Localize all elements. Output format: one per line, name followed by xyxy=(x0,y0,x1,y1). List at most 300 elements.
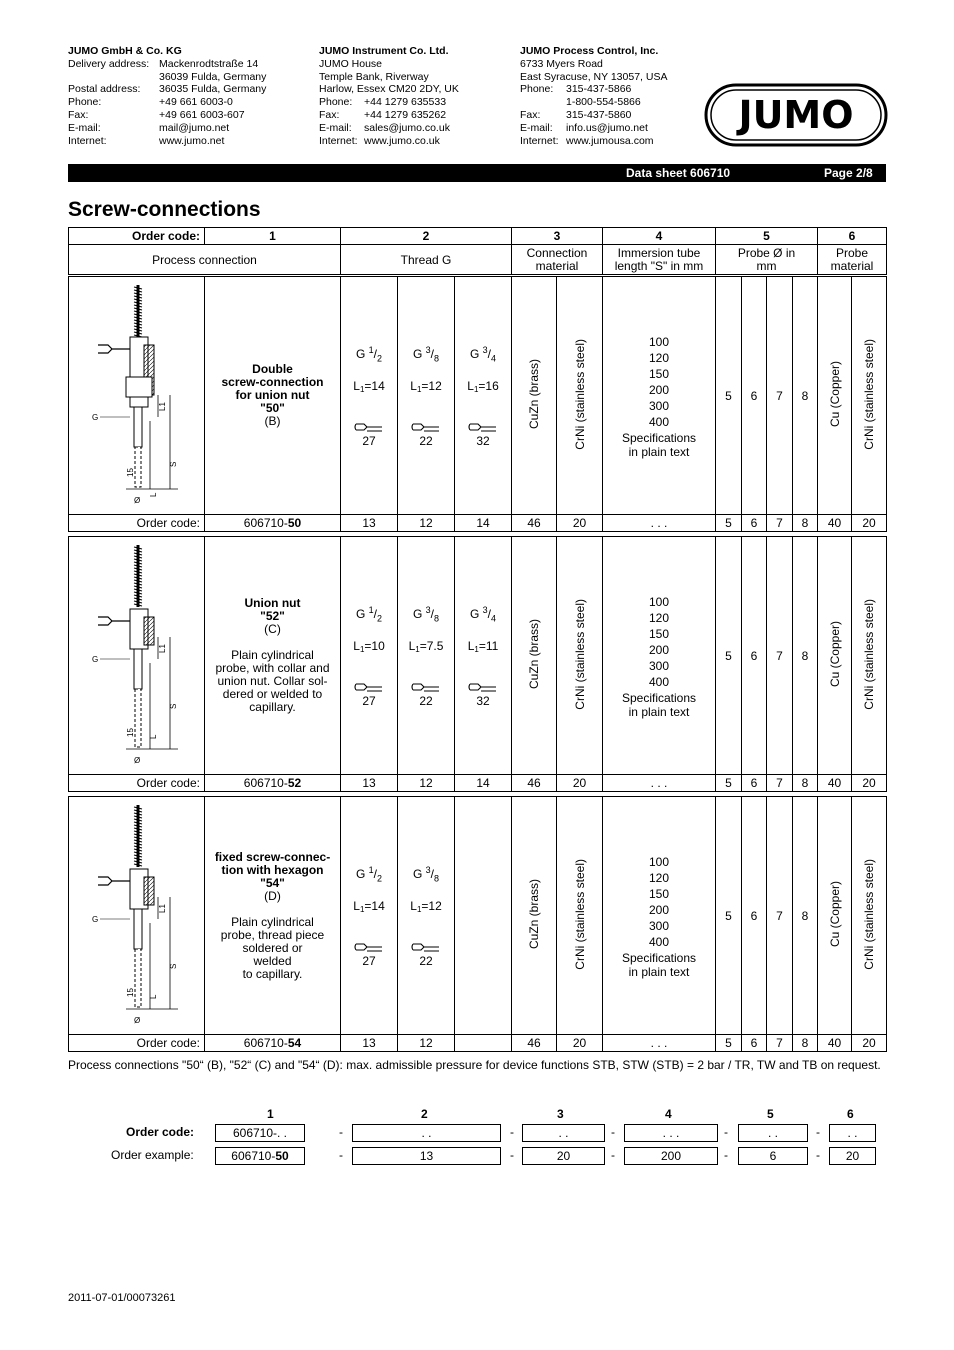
order-value: 14 xyxy=(455,775,512,792)
diameter-option: 5 xyxy=(716,537,742,775)
diameter-option: 7 xyxy=(767,537,793,775)
example-prefix: 606710- xyxy=(231,1149,276,1163)
l1-subscript: 1 xyxy=(359,645,365,655)
thread-numerator: 3 xyxy=(425,344,431,355)
drawing-label-g: G xyxy=(91,915,98,924)
wrench-size: 22 xyxy=(419,694,433,709)
col-title: Process connection xyxy=(69,245,341,275)
description-text: union nut. Collar sol- xyxy=(217,674,328,688)
order-code-box: . . xyxy=(522,1124,605,1142)
col-number: 1 xyxy=(205,228,341,245)
addr-value: Mackenrodtstraße 14 xyxy=(159,57,259,70)
connection-material-brass xyxy=(512,277,557,515)
order-value: 20 xyxy=(852,1035,887,1052)
immersion-lengths xyxy=(603,797,716,1035)
addr-label: Fax: xyxy=(520,108,541,121)
example-col-number: 5 xyxy=(767,1107,774,1121)
order-code-header: Order code: xyxy=(69,228,205,245)
addr-value: 315-437-5866 xyxy=(566,83,632,96)
description-text: Plain cylindrical xyxy=(231,914,314,929)
separator-dash: - xyxy=(611,1148,615,1162)
addr-value: sales@jumo.co.uk xyxy=(364,121,450,134)
wrench-size: 27 xyxy=(362,434,376,449)
order-value: 12 xyxy=(398,515,455,532)
order-number xyxy=(205,1035,341,1052)
thread-g: G xyxy=(355,866,366,881)
separator-dash: - xyxy=(510,1148,514,1162)
col-number: 4 xyxy=(603,228,716,245)
thread-denominator: 2 xyxy=(377,353,383,364)
thread-cell: G $^3/_4$ $L_1=16$ 32 xyxy=(455,277,512,515)
addr-value: East Syracuse, NY 13057, USA xyxy=(520,70,668,83)
separator-dash: - xyxy=(510,1125,514,1139)
order-value: 20 xyxy=(852,775,887,792)
thread-denominator: 8 xyxy=(434,873,440,884)
addr-value: www.jumo.net xyxy=(159,134,225,147)
l1-subscript: 1 xyxy=(359,905,365,915)
material-label: CrNi (stainless steel) xyxy=(862,338,876,450)
probe-drawing xyxy=(69,537,205,775)
thread-cell: G $^3/_8$ $L_1=12$ 22 xyxy=(398,277,455,515)
description-title: screw-connection xyxy=(221,375,324,389)
order-value: 40 xyxy=(818,515,852,532)
col-number: 2 xyxy=(341,228,512,245)
description-text: probe, with collar and xyxy=(215,661,330,675)
company-us xyxy=(520,45,667,147)
description-text: welded xyxy=(253,953,292,968)
diameter-option: 5 xyxy=(716,277,742,515)
col-number: 6 xyxy=(818,228,887,245)
diameter-option: 7 xyxy=(767,277,793,515)
description-text: probe, thread piece xyxy=(220,927,325,942)
description-text: Plain cylindrical xyxy=(231,648,314,662)
probe-material-steel xyxy=(852,277,887,515)
drawing-label-l1: L1 xyxy=(157,644,167,653)
footer-code: 2011-07-01/00073261 xyxy=(68,1292,176,1304)
example-col-number: 3 xyxy=(557,1107,564,1121)
material-label: CuZn (brass) xyxy=(527,618,541,689)
addr-label: E-mail: xyxy=(520,121,553,134)
order-value: 6 xyxy=(742,515,767,532)
description-text: capillary. xyxy=(249,700,296,714)
description-text: to capillary. xyxy=(242,966,303,981)
description-title: "50" xyxy=(260,401,285,415)
l1-subscript: 1 xyxy=(474,645,479,655)
col-title: Connection material xyxy=(512,245,603,275)
order-value: 7 xyxy=(767,775,793,792)
thread-g: G xyxy=(469,606,480,621)
l1-value: =14 xyxy=(364,379,385,394)
addr-value: Temple Bank, Riverway xyxy=(319,70,429,83)
thread-cell: G $^1/_2$ $L_1=10$ 27 xyxy=(341,537,398,775)
order-value: 20 xyxy=(557,1035,603,1052)
order-value: 20 xyxy=(557,515,603,532)
length-option: 400 xyxy=(648,414,670,429)
thread-cell: G $^1/_2$ $L_1=14$ 27 xyxy=(341,277,398,515)
thread-denominator: 2 xyxy=(377,613,383,624)
order-example-box xyxy=(215,1147,305,1165)
probe-material-copper xyxy=(818,797,852,1035)
order-code-box: 606710-. . xyxy=(215,1124,305,1142)
thread-cell: G $^3/_4$ $L_1=11$ 32 xyxy=(455,537,512,775)
drawing-label-s: S xyxy=(168,461,178,467)
addr-value: +44 1279 635262 xyxy=(364,108,447,121)
length-option: Specifications xyxy=(621,430,697,445)
thread-denominator: 8 xyxy=(434,353,440,364)
order-value: 14 xyxy=(455,515,512,532)
order-value: 13 xyxy=(341,1035,398,1052)
thread-numerator: 1 xyxy=(368,604,374,615)
thread-cell: G $^1/_2$ $L_1=14$ 27 xyxy=(341,797,398,1035)
description-code: (D) xyxy=(264,888,281,903)
material-label: Cu (Copper) xyxy=(827,620,842,688)
length-option: 300 xyxy=(648,918,670,933)
order-code-label: Order code: xyxy=(69,775,205,792)
length-option: 400 xyxy=(648,674,670,689)
probe-material-copper xyxy=(818,277,852,515)
order-code-label: Order code: xyxy=(126,1125,195,1139)
drawing-label-g: G xyxy=(91,655,98,664)
length-option: 300 xyxy=(648,398,670,413)
wrench-size: 22 xyxy=(419,434,433,449)
length-option: 200 xyxy=(648,902,670,917)
addr-value: 1-800-554-5866 xyxy=(566,96,641,109)
connection-material-steel xyxy=(557,277,603,515)
addr-label: Internet: xyxy=(520,134,559,147)
connection-material-brass xyxy=(512,537,557,775)
diameter-option: 8 xyxy=(793,277,818,515)
l1-value: =10 xyxy=(364,639,385,654)
addr-label: Delivery address: xyxy=(68,57,150,70)
length-option: in plain text xyxy=(628,964,690,979)
order-prefix: 606710- xyxy=(243,516,288,530)
length-option: 300 xyxy=(648,658,670,673)
wrench-size: 32 xyxy=(476,434,490,449)
order-value: 5 xyxy=(716,775,742,792)
addr-value: 6733 Myers Road xyxy=(520,57,603,70)
length-option: 150 xyxy=(648,886,670,901)
length-option: 100 xyxy=(648,854,670,869)
thread-g: G xyxy=(355,606,366,621)
connection-material-steel xyxy=(557,797,603,1035)
order-value: 13 xyxy=(341,515,398,532)
addr-value: 36039 Fulda, Germany xyxy=(159,70,267,83)
length-option: 120 xyxy=(648,610,670,625)
addr-value: mail@jumo.net xyxy=(159,121,230,134)
addr-value: www.jumo.co.uk xyxy=(364,134,440,147)
order-value: 5 xyxy=(716,515,742,532)
l1-value: =7.5 xyxy=(419,639,444,654)
order-example-box: 20 xyxy=(829,1147,876,1165)
order-example-box: 6 xyxy=(738,1147,808,1165)
order-value: 46 xyxy=(512,775,557,792)
material-label: Cu (Copper) xyxy=(827,880,842,948)
thread-numerator: 1 xyxy=(368,344,374,355)
col-number: 3 xyxy=(512,228,603,245)
material-label: CrNi (stainless steel) xyxy=(862,858,876,970)
order-value: 40 xyxy=(818,775,852,792)
thread-denominator: 8 xyxy=(434,613,440,624)
material-label: Cu (Copper) xyxy=(827,360,842,428)
drawing-label-15: 15 xyxy=(125,468,135,477)
order-code-box: . . xyxy=(738,1124,808,1142)
order-suffix: 50 xyxy=(287,516,302,530)
description-title: tion with hexagon xyxy=(221,862,324,877)
example-col-number: 2 xyxy=(421,1107,428,1121)
separator-dash: - xyxy=(816,1148,820,1162)
description-title: "54" xyxy=(260,875,285,890)
l1-value: =12 xyxy=(421,379,442,394)
thread-denominator: 4 xyxy=(491,613,497,624)
diameter-option: 6 xyxy=(742,797,767,1035)
order-value: . . . xyxy=(603,515,716,532)
diameter-option: 6 xyxy=(742,537,767,775)
order-value: 12 xyxy=(398,775,455,792)
length-option: 150 xyxy=(648,366,670,381)
description-code: (C) xyxy=(264,622,281,636)
order-value: 8 xyxy=(793,775,818,792)
datasheet-number: Data sheet 606710 xyxy=(626,166,731,180)
length-option: in plain text xyxy=(628,444,690,459)
order-value: 6 xyxy=(742,775,767,792)
addr-label: Internet: xyxy=(319,134,358,147)
addr-label: E-mail: xyxy=(68,121,101,134)
addr-label: Fax: xyxy=(68,108,89,121)
material-label: CuZn (brass) xyxy=(527,358,541,429)
order-value: 8 xyxy=(793,1035,818,1052)
thread-g: G xyxy=(412,866,423,881)
drawing-label-l: L xyxy=(148,994,158,999)
order-value: 7 xyxy=(767,515,793,532)
thread-g: G xyxy=(412,606,423,621)
l1-value: =12 xyxy=(421,899,442,914)
l1-value: =11 xyxy=(478,639,499,654)
immersion-lengths xyxy=(603,537,716,775)
example-suffix: 50 xyxy=(275,1149,289,1163)
order-example-box: 20 xyxy=(522,1147,605,1165)
order-value: 20 xyxy=(852,515,887,532)
addr-value: +49 661 6003-607 xyxy=(159,108,245,121)
drawing-label-15: 15 xyxy=(125,988,135,997)
material-label: CrNi (stainless steel) xyxy=(572,858,587,970)
order-code-box: . . xyxy=(829,1124,876,1142)
addr-label: Phone: xyxy=(520,83,554,96)
length-option: 400 xyxy=(648,934,670,949)
order-example-box: 13 xyxy=(352,1147,501,1165)
order-value: 7 xyxy=(767,1035,793,1052)
order-value: 46 xyxy=(512,515,557,532)
addr-value: www.jumousa.com xyxy=(566,134,654,147)
description-code: (B) xyxy=(264,414,281,428)
length-option: Specifications xyxy=(621,950,697,965)
length-option: in plain text xyxy=(628,704,690,719)
addr-label: Phone: xyxy=(319,96,353,109)
order-value: 40 xyxy=(818,1035,852,1052)
thread-numerator: 3 xyxy=(482,604,488,615)
order-prefix: 606710- xyxy=(243,776,288,790)
jumo-logo xyxy=(704,83,888,147)
diameter-option: 8 xyxy=(793,537,818,775)
addr-label xyxy=(68,71,159,84)
drawing-label-s: S xyxy=(168,703,178,709)
l1-subscript: 1 xyxy=(416,385,422,395)
connection-description xyxy=(205,537,341,775)
probe-material-copper xyxy=(818,537,852,775)
company-uk xyxy=(319,45,459,147)
thread-denominator: 4 xyxy=(491,353,497,364)
length-option: 200 xyxy=(648,642,670,657)
material-label: CrNi (stainless steel) xyxy=(572,338,587,450)
description-title: fixed screw-connec- xyxy=(214,849,331,864)
header-table xyxy=(68,227,887,275)
probe-drawing xyxy=(69,797,205,1035)
col-title: Probe Ø in mm xyxy=(716,245,818,275)
col-title: Immersion tube length "S" in mm xyxy=(603,245,716,275)
l1-subscript: 1 xyxy=(415,645,420,655)
logo-text: JUMO xyxy=(738,93,854,137)
order-value: 6 xyxy=(742,1035,767,1052)
thread-cell: G $^3/_8$ $L_1=7.5$ 22 xyxy=(398,537,455,775)
thread-g: G xyxy=(412,346,423,361)
drawing-label-l1: L1 xyxy=(157,904,167,913)
addr-value: JUMO House xyxy=(319,57,383,70)
addr-label: Fax: xyxy=(319,108,340,121)
probe-material-steel xyxy=(852,537,887,775)
col-number: 5 xyxy=(716,228,818,245)
page-title: Screw-connections xyxy=(68,198,261,221)
order-number xyxy=(205,515,341,532)
addr-label: E-mail: xyxy=(319,121,352,134)
order-value: 13 xyxy=(341,775,398,792)
wrench-size: 22 xyxy=(419,954,433,969)
length-option: 100 xyxy=(648,594,670,609)
addr-value: +49 661 6003-0 xyxy=(159,96,233,109)
order-prefix: 606710- xyxy=(243,1036,288,1050)
company-name: JUMO GmbH & Co. KG xyxy=(68,45,182,57)
material-label: CrNi (stainless steel) xyxy=(862,598,876,710)
order-code-label: Order code: xyxy=(69,515,205,532)
page-number: Page 2/8 xyxy=(824,166,873,180)
thread-denominator: 2 xyxy=(377,873,383,884)
addr-value: +44 1279 635533 xyxy=(364,96,447,109)
addr-label: Postal address: xyxy=(68,83,141,96)
addr-value: 36035 Fulda, Germany xyxy=(159,83,267,96)
section-table xyxy=(68,536,887,792)
section-table xyxy=(68,276,887,532)
order-suffix: 54 xyxy=(287,1036,302,1050)
addr-label: Internet: xyxy=(68,134,107,147)
diameter-option: 7 xyxy=(767,797,793,1035)
separator-dash: - xyxy=(724,1148,728,1162)
order-code-label: Order code: xyxy=(69,1035,205,1052)
length-option: 120 xyxy=(648,350,670,365)
separator-dash: - xyxy=(339,1148,343,1162)
separator-dash: - xyxy=(611,1125,615,1139)
drawing-label-l: L xyxy=(148,734,158,739)
order-value: 46 xyxy=(512,1035,557,1052)
order-code-box: . . xyxy=(352,1124,501,1142)
order-value: . . . xyxy=(603,775,716,792)
addr-value: Harlow, Essex CM20 2DY, UK xyxy=(319,83,459,96)
separator-dash: - xyxy=(339,1125,343,1139)
length-option: Specifications xyxy=(621,690,697,705)
description-text: dered or welded to xyxy=(222,687,323,701)
diameter-option: 6 xyxy=(742,277,767,515)
thread-g: G xyxy=(469,346,480,361)
datasheet-bar xyxy=(68,164,886,182)
drawing-label-diameter: Ø xyxy=(133,496,140,505)
l1-subscript: 1 xyxy=(473,385,479,395)
addr-label: Phone: xyxy=(68,96,102,109)
l1-value: =14 xyxy=(364,899,385,914)
diameter-option: 8 xyxy=(793,797,818,1035)
material-label: CrNi (stainless steel) xyxy=(572,598,587,710)
drawing-label-s: S xyxy=(168,963,178,969)
addr-label xyxy=(520,96,566,109)
thread-numerator: 3 xyxy=(425,604,431,615)
order-value: 20 xyxy=(557,775,603,792)
thread-numerator: 3 xyxy=(482,344,488,355)
order-suffix: 52 xyxy=(287,776,302,790)
example-col-number: 6 xyxy=(847,1107,854,1121)
connection-material-steel xyxy=(557,537,603,775)
pressure-note: Process connections "50“ (B), "52“ (C) and "54“ (D): max. admissible pressure for device functions STB, STW (STB) = 2 bar / TR, TW and TB on request. xyxy=(68,1058,881,1072)
company-name: JUMO Process Control, Inc. xyxy=(520,45,659,57)
description-title: Double xyxy=(252,362,293,376)
addr-value: 315-437-5860 xyxy=(566,108,632,121)
connection-description xyxy=(205,797,341,1035)
separator-dash: - xyxy=(816,1125,820,1139)
length-option: 100 xyxy=(648,334,670,349)
material-label: CuZn (brass) xyxy=(527,878,541,949)
probe-material-steel xyxy=(852,797,887,1035)
thread-g: G xyxy=(355,346,366,361)
thread-numerator: 3 xyxy=(425,864,431,875)
addr-value: info.us@jumo.net xyxy=(566,121,648,134)
probe-drawing xyxy=(69,277,205,515)
order-example-box: 200 xyxy=(624,1147,718,1165)
immersion-lengths xyxy=(603,277,716,515)
order-value: 12 xyxy=(398,1035,455,1052)
wrench-size: 32 xyxy=(476,694,490,709)
section-table xyxy=(68,796,887,1052)
col-title: Probe material xyxy=(818,245,887,275)
drawing-label-diameter: Ø xyxy=(133,1016,140,1025)
description-title: for union nut xyxy=(235,388,310,402)
wrench-size: 27 xyxy=(362,954,376,969)
order-number xyxy=(205,775,341,792)
thread-numerator: 1 xyxy=(368,864,374,875)
example-col-number: 1 xyxy=(267,1107,274,1121)
drawing-label-l: L xyxy=(148,492,158,497)
thread-cell: G $^3/_8$ $L_1=12$ 22 xyxy=(398,797,455,1035)
l1-value: =16 xyxy=(478,379,499,394)
length-option: 120 xyxy=(648,870,670,885)
description-title: "52" xyxy=(260,609,285,623)
wrench-size: 27 xyxy=(362,694,376,709)
order-code-box: . . . xyxy=(624,1124,718,1142)
connection-description xyxy=(205,277,341,515)
company-de xyxy=(68,45,266,147)
length-option: 200 xyxy=(648,382,670,397)
thread-cell xyxy=(455,797,512,1035)
col-title: Thread G xyxy=(341,245,512,275)
company-name: JUMO Instrument Co. Ltd. xyxy=(319,45,449,57)
separator-dash: - xyxy=(724,1125,728,1139)
order-example-label: Order example: xyxy=(111,1148,194,1162)
order-value: 8 xyxy=(793,515,818,532)
connection-material-brass xyxy=(512,797,557,1035)
